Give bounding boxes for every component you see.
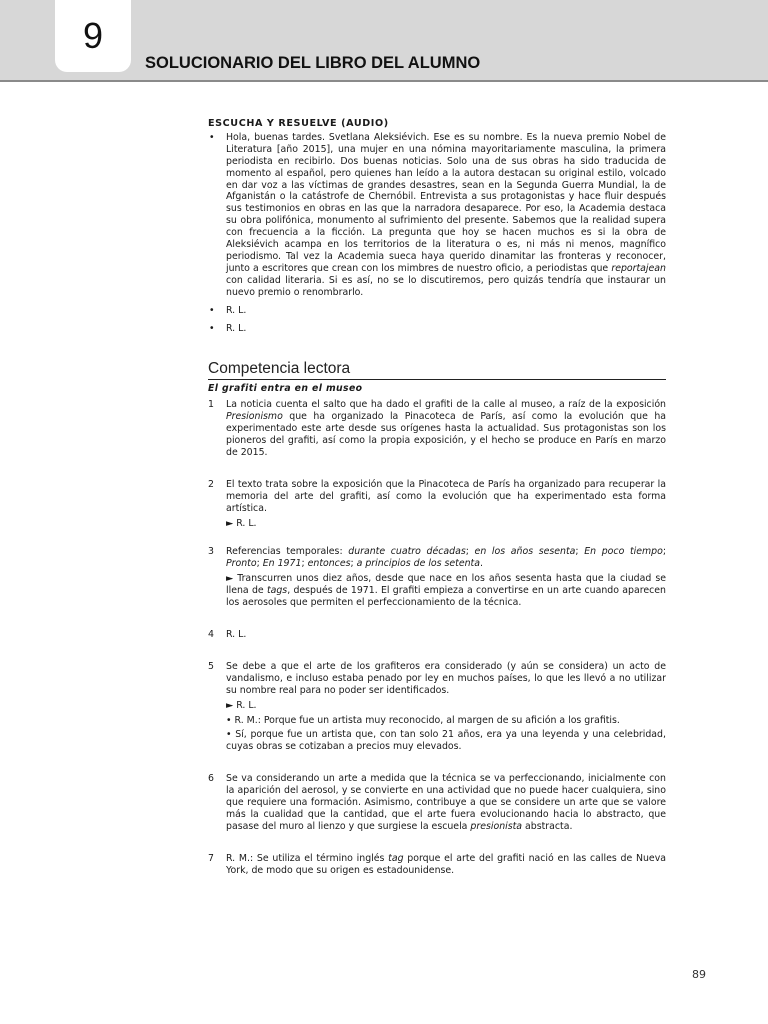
item-text: La noticia cuenta el salto que ha dado el grafiti de la calle al museo, a raíz de la exposición Presionismo que ha organizado la Pinacoteca de París, así como la evolución que ha experimentado este arte desde sus orígenes hasta la actualidad. Sus protagonistas son los pioneros del grafiti, así como la propia exposición, y el hecho se produce en París en marzo de 2015. — [226, 399, 666, 458]
answer-item-4 — [208, 629, 666, 641]
item-number: 1 — [208, 399, 214, 411]
item-text: R. L. — [226, 629, 247, 640]
item-number: 3 — [208, 546, 214, 558]
item-text: Se debe a que el arte de los grafiteros era considerado (y aún se considera) un acto de vandalismo, e incluso estaba penado por ley en muchos países, lo que les llevó a no utilizar su nombre real para no poder ser identificados. — [226, 660, 666, 696]
item-subanswer: ► R. L. — [226, 699, 257, 711]
item-text: Referencias temporales: durante cuatro décadas; en los años sesenta; En poco tiempo; Pronto; En 1971; entonces; a principios de los setenta. — [226, 546, 666, 570]
chapter-number: 9 — [82, 15, 104, 56]
item-text: El texto trata sobre la exposición que la Pinacoteca de París ha organizado para recuperar la memoria del arte del grafiti, así como la evolución que ha experimentado esta forma artística. — [226, 478, 666, 514]
section-title-competencia: Competencia lectora — [208, 360, 666, 380]
answer-item-5 — [208, 661, 666, 753]
bullet-transcript — [208, 132, 666, 299]
item-subanswer: • R. M.: Porque fue un artista muy reconocido, al margen de su afición a los grafitis. — [226, 714, 620, 726]
answer-item-1 — [208, 399, 666, 459]
main-content — [208, 118, 666, 877]
item-number: 5 — [208, 660, 214, 672]
item-subanswer: • Sí, porque fue un artista que, con tan solo 21 años, era ya una leyenda y una celebridad, cuyas obras se cotizaban a precios muy elevados. — [226, 729, 666, 753]
item-subanswer: ► Transcurren unos diez años, desde que nace en los años sesenta hasta que la ciudad se llena de tags, después de 1971. El grafiti empieza a convertirse en un arte cuando aparecen los aerosoles que permiten el perfeccionamiento de la técnica. — [226, 573, 666, 609]
item-subanswer: ► R. L. — [226, 517, 257, 529]
answer-item-6 — [208, 773, 666, 833]
bullet-rl-2: • R. L. — [208, 323, 666, 335]
item-number: 4 — [208, 629, 214, 640]
page-header-title: SOLUCIONARIO DEL LIBRO DEL ALUMNO — [145, 54, 481, 72]
answer-item-7 — [208, 853, 666, 877]
transcript-italic: reportajean — [611, 262, 666, 274]
answer-item-2 — [208, 479, 666, 530]
bullet-rl-1: • R. L. — [208, 305, 666, 317]
page-number: 89 — [692, 968, 706, 981]
item-text: R. M.: Se utiliza el término inglés tag porque el arte del grafiti nació en las calles de Nueva York, de modo que su origen es estadounidense. — [226, 852, 666, 876]
answer-item-3 — [208, 546, 666, 609]
item-number: 7 — [208, 852, 214, 864]
chapter-number-tab — [55, 0, 131, 72]
item-text: Se va considerando un arte a medida que la técnica se va perfeccionando, inicialmente con la aparición del aerosol, y se convierte en una actividad que no puede hacer cualquiera, sino que requiere una formación. Asimismo, contribuye a que se considere un arte que se valore más la cualidad que la cantidad, que el arte fuera evolucionando hacia lo abstracto, que pasase del muro al lienzo y que surgiese la escuela presionista abstracta. — [226, 773, 666, 832]
transcript-text: Hola, buenas tardes. Svetlana Aleksiévich. Ese es su nombre. Es la nueva premio Nobel de Literatura [año 2015], una mujer en una nómina mayoritariamente masculina, la primera periodista en recibirlo. Dos buenas noticias. Solo una de sus obras ha sido traducida de momento al español, pero quienes han leído a la autora destacan su original estilo, volcado en dar voz a las víctimas de grandes desastres, sean en la Segunda Guerra Mundial, la de Afganistán o la catástrofe de Chernóbil. Entrevista a sus protagonistas y hace fluir después sus testimonios en obras en las que la narradora desaparece. Por eso, la Academia destaca su obra polifónica, monumento al sufrimiento del presente. Sabemos que la realidad supera con frecuencia a la ficción. La pregunta que hoy se hacen muchos es si la obra de Aleksiévich acampa en los territorios de la literatura o es, ni más ni menos, magnífico periodismo. Tal vez la Academia sueca haya querido dinamitar las fronteras y reconocer, junto a escritores que crean con los mimbres de nuestro oficio, a periodistas que — [226, 131, 666, 274]
reading-subtitle: El grafiti entra en el museo — [208, 383, 363, 395]
transcript-end: con calidad literaria. Si es así, no se lo discutiremos, pero quizás tendría que instaurar un nuevo premio o renombrarlo. — [226, 274, 666, 298]
section-heading-escucha: ESCUCHA Y RESUELVE (AUDIO) — [208, 118, 389, 129]
item-number: 2 — [208, 478, 214, 490]
header-rule — [0, 80, 768, 82]
item-number: 6 — [208, 773, 214, 785]
